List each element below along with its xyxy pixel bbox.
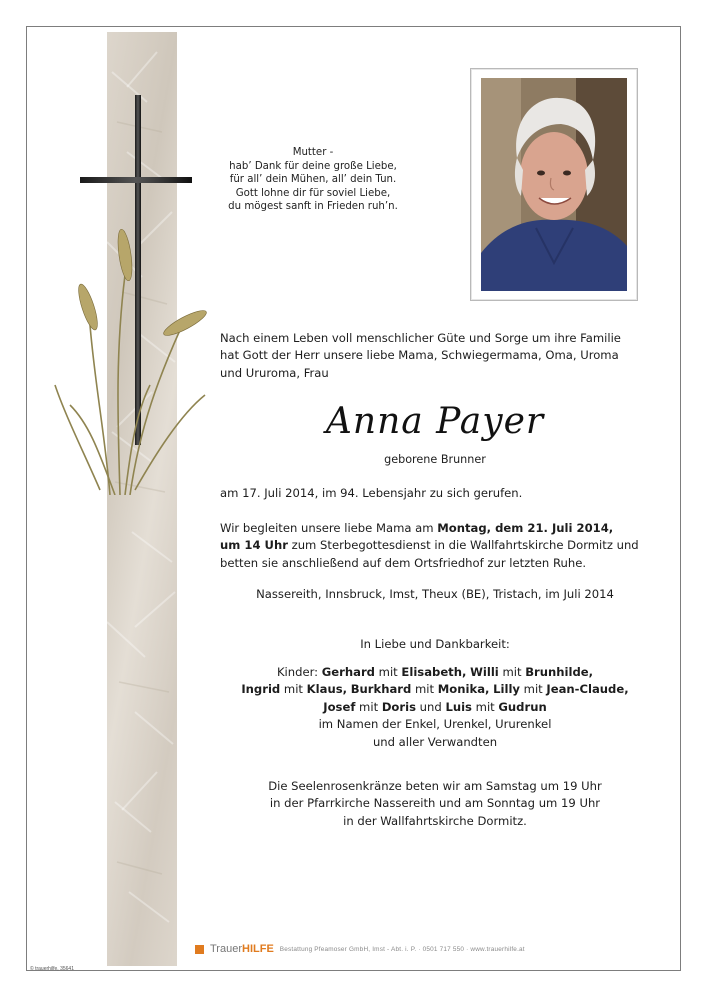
wheat-stalks xyxy=(55,275,205,495)
portrait-image xyxy=(481,78,627,291)
family-member: Jean-Claude, xyxy=(546,682,629,697)
funeral-text-part: zum Sterbegottesdienst in die Wallfahrtskirche Dormitz und xyxy=(287,538,639,553)
family-member: Willi xyxy=(470,665,499,679)
intro-text xyxy=(220,330,650,382)
rosary-line: in der Wallfahrtskirche Dormitz. xyxy=(343,813,527,828)
cross-horizontal xyxy=(80,177,192,183)
connector: mit xyxy=(355,699,382,714)
funeral-line xyxy=(220,537,650,554)
family-member: Burkhard xyxy=(350,682,412,697)
family-line xyxy=(220,699,650,716)
family-member: Gudrun xyxy=(498,699,547,714)
family-member: Lilly xyxy=(493,682,520,697)
love-line: In Liebe und Dankbarkeit: xyxy=(360,637,510,651)
poem-line: hab’ Dank für deine große Liebe, xyxy=(229,160,397,172)
connector: mit xyxy=(280,682,307,697)
family-line xyxy=(220,664,650,681)
rosary-line: in der Pfarrkirche Nassereith und am Sonntag um 19 Uhr xyxy=(269,796,601,811)
family-line: und aller Verwandten xyxy=(372,734,498,749)
connector: mit xyxy=(471,699,499,714)
family-member: Klaus, xyxy=(306,682,347,697)
family-line: im Namen der Enkel, Urenkel, Ururenkel xyxy=(318,717,552,732)
logo-icon xyxy=(195,945,204,954)
poem-line: für all’ dein Mühen, all’ dein Tun. xyxy=(229,174,397,185)
birth-name: geborene Brunner xyxy=(384,453,486,466)
intro-line: Nach einem Leben voll menschlicher Güte und Sorge um ihre Familie xyxy=(220,331,621,345)
poem xyxy=(213,146,413,214)
connector: mit xyxy=(498,665,526,679)
family-line xyxy=(220,681,650,698)
poem-line: Gott lohne dir für soviel Liebe, xyxy=(235,187,391,199)
funeral-line xyxy=(220,520,650,537)
kinder-label: Kinder: xyxy=(276,665,322,679)
family-member: Doris xyxy=(381,699,416,714)
funeral-time: um 14 Uhr xyxy=(220,538,288,553)
death-date-text: am 17. Juli 2014, im 94. Lebensjahr zu sich gerufen. xyxy=(220,486,523,500)
rosary-line: Die Seelenrosenkränze beten wir am Samstag um 19 Uhr xyxy=(268,779,602,793)
places-date: Nassereith, Innsbruck, Imst, Theux (BE), Tristach, im Juli 2014 xyxy=(256,587,614,601)
family-list xyxy=(220,664,650,751)
funeral-date: Montag, dem 21. Juli 2014, xyxy=(437,521,614,535)
rosary-notice xyxy=(220,778,650,830)
deceased-name: Anna Payer xyxy=(325,401,545,442)
family-member: Gerhard xyxy=(321,665,375,679)
connector: mit xyxy=(411,682,438,697)
funeral-line: betten sie anschließend auf dem Ortsfriedhof zur letzten Ruhe. xyxy=(220,555,587,570)
poem-line: du mögest sanft in Frieden ruh’n. xyxy=(228,201,398,212)
portrait-photo xyxy=(481,78,627,291)
logo-hilfe: HILFE xyxy=(242,943,274,955)
intro-line: hat Gott der Herr unsere liebe Mama, Schwiegermama, Oma, Uroma xyxy=(220,348,619,363)
intro-line: und Ururoma, Frau xyxy=(220,365,329,380)
wheat-ears xyxy=(75,228,209,339)
logo xyxy=(210,943,274,955)
funeral-text-part: Wir begleiten unsere liebe Mama am xyxy=(220,521,438,535)
copyright: © trauerhilfe, 35641 xyxy=(30,966,74,972)
footer-info: Bestattung Pfeamoser GmbH, Imst - Abt. i. P. · 0501 717 550 · www.trauerhilfe.at xyxy=(279,945,525,953)
family-member: Brunhilde, xyxy=(525,665,594,679)
cross-wheat-illustration xyxy=(40,95,210,495)
portrait-frame xyxy=(470,68,638,301)
cross-vertical xyxy=(135,95,141,445)
family-member: Monika, xyxy=(437,682,490,697)
family-member: Elisabeth, xyxy=(401,665,467,679)
poem-line: Mutter - xyxy=(292,147,334,158)
funeral-text xyxy=(220,520,650,572)
family-member: Josef xyxy=(323,699,356,714)
logo-trauer: Trauer xyxy=(210,943,242,955)
family-member: Luis xyxy=(445,699,472,714)
footer xyxy=(195,941,625,957)
connector: mit xyxy=(374,665,402,679)
connector: und xyxy=(416,699,446,714)
connector: mit xyxy=(519,682,547,697)
family-member: Ingrid xyxy=(241,682,281,697)
